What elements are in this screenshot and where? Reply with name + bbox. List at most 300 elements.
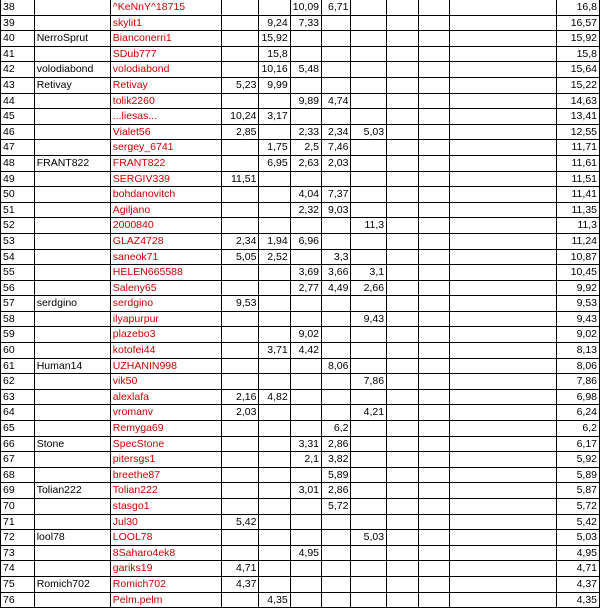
score-cell: [290, 499, 321, 515]
score-cell: 6,2: [322, 421, 351, 437]
score-cell: [450, 514, 557, 530]
score-cell: 9,99: [259, 77, 290, 93]
score-cell: 2,16: [222, 389, 259, 405]
player-name-cell: alexlafa: [110, 389, 221, 405]
table-row: [1, 31, 600, 47]
total-cell: 11,3: [556, 218, 599, 234]
rank-cell: 72: [1, 530, 35, 546]
score-cell: 1,75: [259, 140, 290, 156]
team-cell: [34, 374, 110, 390]
score-cell: [222, 0, 259, 15]
score-cell: [450, 561, 557, 577]
team-cell: serdgino: [34, 296, 110, 312]
score-cell: [259, 499, 290, 515]
team-cell: Romich702: [34, 576, 110, 592]
score-cell: [290, 389, 321, 405]
score-cell: [450, 452, 557, 468]
score-cell: [322, 296, 351, 312]
score-cell: [387, 46, 418, 62]
player-name-cell: Vialet56: [110, 124, 221, 140]
score-cell: [418, 296, 449, 312]
rank-cell: 65: [1, 421, 35, 437]
player-name-cell: 2000840: [110, 218, 221, 234]
player-name-cell: plazebo3: [110, 327, 221, 343]
score-cell: [290, 467, 321, 483]
score-cell: [450, 46, 557, 62]
team-cell: [34, 561, 110, 577]
score-cell: 4,95: [290, 545, 321, 561]
table-row: [1, 233, 600, 249]
score-cell: [222, 202, 259, 218]
score-cell: [222, 187, 259, 203]
score-cell: [418, 233, 449, 249]
table-row: [1, 249, 600, 265]
score-cell: [322, 530, 351, 546]
score-cell: [418, 15, 449, 31]
score-cell: [418, 171, 449, 187]
player-name-cell: LOOL78: [110, 530, 221, 546]
table-row: [1, 311, 600, 327]
total-cell: 10,87: [556, 249, 599, 265]
total-cell: 4,95: [556, 545, 599, 561]
score-cell: [450, 0, 557, 15]
score-cell: [351, 343, 387, 359]
score-cell: 9,53: [222, 296, 259, 312]
score-cell: 2,5: [290, 140, 321, 156]
score-cell: 2,77: [290, 280, 321, 296]
rank-cell: 56: [1, 280, 35, 296]
team-cell: Tolian222: [34, 483, 110, 499]
score-cell: 5,03: [351, 124, 387, 140]
player-name-cell: Pelm.pelm: [110, 592, 221, 608]
score-cell: 2,86: [322, 436, 351, 452]
score-cell: [351, 358, 387, 374]
total-cell: 6,17: [556, 436, 599, 452]
score-cell: [259, 421, 290, 437]
score-cell: [259, 436, 290, 452]
player-name-cell: 8Saharo4ek8: [110, 545, 221, 561]
score-cell: [222, 374, 259, 390]
score-cell: [222, 62, 259, 78]
score-cell: 9,02: [290, 327, 321, 343]
score-cell: [290, 31, 321, 47]
score-cell: 15,8: [259, 46, 290, 62]
score-cell: [450, 155, 557, 171]
score-cell: [387, 358, 418, 374]
team-cell: [34, 467, 110, 483]
score-cell: [450, 389, 557, 405]
score-cell: [450, 592, 557, 608]
score-cell: 10,24: [222, 109, 259, 125]
score-cell: [387, 77, 418, 93]
score-cell: 3,66: [322, 265, 351, 281]
score-cell: 7,37: [322, 187, 351, 203]
team-cell: [34, 140, 110, 156]
score-cell: [222, 421, 259, 437]
rank-cell: 55: [1, 265, 35, 281]
score-cell: 5,89: [322, 467, 351, 483]
score-cell: [387, 218, 418, 234]
score-cell: [387, 0, 418, 15]
score-cell: [418, 0, 449, 15]
total-cell: 11,51: [556, 171, 599, 187]
score-cell: [259, 124, 290, 140]
team-cell: NerroSprut: [34, 31, 110, 47]
score-cell: 4,42: [290, 343, 321, 359]
score-cell: [450, 233, 557, 249]
score-cell: 2,1: [290, 452, 321, 468]
player-name-cell: ^KeNnY^18715: [110, 0, 221, 15]
score-cell: 15,92: [259, 31, 290, 47]
score-cell: [450, 62, 557, 78]
score-cell: [351, 483, 387, 499]
total-cell: 6,98: [556, 389, 599, 405]
table-row: [1, 436, 600, 452]
score-cell: 1,94: [259, 233, 290, 249]
score-cell: [322, 171, 351, 187]
score-cell: [450, 530, 557, 546]
total-cell: 4,35: [556, 592, 599, 608]
player-name-cell: GLAZ4728: [110, 233, 221, 249]
team-cell: [34, 93, 110, 109]
score-cell: 3,3: [322, 249, 351, 265]
team-cell: [34, 452, 110, 468]
score-cell: [418, 592, 449, 608]
score-cell: [222, 15, 259, 31]
score-cell: 9,03: [322, 202, 351, 218]
score-cell: [351, 467, 387, 483]
score-cell: [418, 187, 449, 203]
score-cell: 3,31: [290, 436, 321, 452]
team-cell: [34, 343, 110, 359]
score-cell: 3,01: [290, 483, 321, 499]
rank-cell: 74: [1, 561, 35, 577]
score-cell: [387, 405, 418, 421]
score-cell: [322, 327, 351, 343]
score-cell: [351, 421, 387, 437]
score-cell: [322, 514, 351, 530]
total-cell: 9,02: [556, 327, 599, 343]
score-cell: 7,46: [322, 140, 351, 156]
player-name-cell: tolik2260: [110, 93, 221, 109]
score-cell: [351, 15, 387, 31]
table-row: [1, 374, 600, 390]
table-row: [1, 218, 600, 234]
score-cell: [387, 187, 418, 203]
score-cell: [259, 358, 290, 374]
rank-cell: 52: [1, 218, 35, 234]
score-cell: 5,42: [222, 514, 259, 530]
score-cell: [222, 155, 259, 171]
score-cell: [450, 249, 557, 265]
score-cell: [387, 311, 418, 327]
team-cell: [34, 514, 110, 530]
total-cell: 11,35: [556, 202, 599, 218]
score-cell: [222, 545, 259, 561]
score-cell: [450, 576, 557, 592]
score-cell: [450, 109, 557, 125]
table-row: [1, 171, 600, 187]
table-row: [1, 358, 600, 374]
score-cell: 4,21: [351, 405, 387, 421]
score-cell: [351, 62, 387, 78]
total-cell: 16,57: [556, 15, 599, 31]
score-cell: 2,32: [290, 202, 321, 218]
rank-cell: 39: [1, 15, 35, 31]
score-cell: [351, 436, 387, 452]
team-cell: Stone: [34, 436, 110, 452]
score-cell: [450, 202, 557, 218]
score-cell: [450, 187, 557, 203]
total-cell: 16,8: [556, 0, 599, 15]
score-cell: [418, 93, 449, 109]
score-cell: 3,71: [259, 343, 290, 359]
table-row: [1, 389, 600, 405]
score-cell: [222, 483, 259, 499]
rank-cell: 46: [1, 124, 35, 140]
score-cell: [322, 374, 351, 390]
score-cell: [387, 296, 418, 312]
score-cell: [351, 155, 387, 171]
score-cell: [259, 530, 290, 546]
score-cell: [259, 327, 290, 343]
score-cell: 4,37: [222, 576, 259, 592]
score-cell: [418, 483, 449, 499]
rank-cell: 60: [1, 343, 35, 359]
table-row: [1, 124, 600, 140]
score-cell: [290, 77, 321, 93]
score-cell: [322, 109, 351, 125]
score-cell: 2,03: [222, 405, 259, 421]
team-cell: volodiabond: [34, 62, 110, 78]
rank-cell: 44: [1, 93, 35, 109]
player-name-cell: SDub777: [110, 46, 221, 62]
player-name-cell: volodiabond: [110, 62, 221, 78]
score-cell: 4,82: [259, 389, 290, 405]
team-cell: [34, 46, 110, 62]
score-cell: 4,71: [222, 561, 259, 577]
total-cell: 9,92: [556, 280, 599, 296]
team-cell: [34, 109, 110, 125]
player-name-cell: ...liesas...: [110, 109, 221, 125]
player-name-cell: bohdanovitch: [110, 187, 221, 203]
score-cell: [322, 343, 351, 359]
table-row: [1, 327, 600, 343]
score-cell: [450, 421, 557, 437]
score-cell: 7,86: [351, 374, 387, 390]
score-cell: [222, 467, 259, 483]
score-cell: [322, 62, 351, 78]
score-cell: [418, 46, 449, 62]
score-cell: [222, 592, 259, 608]
score-cell: [387, 545, 418, 561]
score-cell: 3,82: [322, 452, 351, 468]
score-cell: 5,03: [351, 530, 387, 546]
score-cell: [387, 374, 418, 390]
rank-cell: 43: [1, 77, 35, 93]
score-cell: [351, 187, 387, 203]
score-cell: [450, 436, 557, 452]
score-cell: 9,24: [259, 15, 290, 31]
score-cell: [387, 124, 418, 140]
score-cell: 3,1: [351, 265, 387, 281]
score-cell: [418, 343, 449, 359]
score-cell: [259, 265, 290, 281]
score-cell: [418, 109, 449, 125]
score-cell: [322, 233, 351, 249]
table-row: [1, 0, 600, 15]
score-cell: [418, 405, 449, 421]
score-cell: [418, 311, 449, 327]
rank-cell: 71: [1, 514, 35, 530]
score-cell: 2,63: [290, 155, 321, 171]
score-cell: [290, 576, 321, 592]
score-cell: 11,51: [222, 171, 259, 187]
score-cell: [387, 202, 418, 218]
score-cell: [290, 218, 321, 234]
team-cell: FRANT822: [34, 155, 110, 171]
score-cell: [322, 576, 351, 592]
score-cell: [387, 561, 418, 577]
score-cell: [290, 405, 321, 421]
score-cell: 11,3: [351, 218, 387, 234]
total-cell: 15,92: [556, 31, 599, 47]
score-cell: [387, 31, 418, 47]
score-cell: [351, 452, 387, 468]
player-name-cell: Agiljano: [110, 202, 221, 218]
total-cell: 5,87: [556, 483, 599, 499]
score-cell: 10,09: [290, 0, 321, 15]
score-cell: [259, 187, 290, 203]
score-cell: [387, 109, 418, 125]
score-cell: [387, 467, 418, 483]
player-name-cell: pitersgs1: [110, 452, 221, 468]
score-cell: [290, 561, 321, 577]
total-cell: 5,92: [556, 452, 599, 468]
score-cell: [418, 155, 449, 171]
player-name-cell: UZHANIN998: [110, 358, 221, 374]
rank-cell: 64: [1, 405, 35, 421]
rank-cell: 70: [1, 499, 35, 515]
score-cell: [222, 265, 259, 281]
score-cell: [259, 452, 290, 468]
rank-cell: 73: [1, 545, 35, 561]
score-cell: 4,74: [322, 93, 351, 109]
score-cell: [387, 452, 418, 468]
score-cell: [387, 483, 418, 499]
rank-cell: 47: [1, 140, 35, 156]
score-cell: 2,85: [222, 124, 259, 140]
total-cell: 9,53: [556, 296, 599, 312]
score-cell: [351, 592, 387, 608]
score-cell: [418, 327, 449, 343]
rank-cell: 57: [1, 296, 35, 312]
score-cell: [259, 93, 290, 109]
score-cell: [322, 561, 351, 577]
score-cell: [222, 280, 259, 296]
score-cell: [387, 530, 418, 546]
score-cell: [418, 499, 449, 515]
score-cell: [450, 140, 557, 156]
score-cell: 3,69: [290, 265, 321, 281]
rank-cell: 54: [1, 249, 35, 265]
score-cell: [418, 374, 449, 390]
player-name-cell: saneok71: [110, 249, 221, 265]
total-cell: 5,03: [556, 530, 599, 546]
score-cell: [450, 171, 557, 187]
total-cell: 5,42: [556, 514, 599, 530]
score-cell: [259, 545, 290, 561]
score-cell: [387, 155, 418, 171]
player-name-cell: Bianconerri1: [110, 31, 221, 47]
table-row: [1, 46, 600, 62]
total-cell: 10,45: [556, 265, 599, 281]
score-cell: [322, 15, 351, 31]
player-name-cell: stasgo1: [110, 499, 221, 515]
score-cell: [450, 327, 557, 343]
team-cell: [34, 311, 110, 327]
score-cell: [450, 296, 557, 312]
score-cell: [387, 576, 418, 592]
total-cell: 4,37: [556, 576, 599, 592]
score-cell: [387, 171, 418, 187]
score-cell: [259, 202, 290, 218]
score-cell: [259, 514, 290, 530]
score-cell: [418, 358, 449, 374]
team-cell: [34, 124, 110, 140]
score-cell: [450, 93, 557, 109]
table-row: [1, 296, 600, 312]
score-cell: [351, 77, 387, 93]
table-row: [1, 343, 600, 359]
score-cell: [322, 389, 351, 405]
score-cell: [351, 233, 387, 249]
results-table-body: [1, 0, 600, 608]
score-cell: [290, 592, 321, 608]
table-row: [1, 452, 600, 468]
rank-cell: 76: [1, 592, 35, 608]
team-cell: [34, 592, 110, 608]
rank-cell: 40: [1, 31, 35, 47]
score-cell: [387, 140, 418, 156]
score-cell: [351, 296, 387, 312]
score-cell: 8,06: [322, 358, 351, 374]
score-cell: [351, 576, 387, 592]
score-cell: [290, 374, 321, 390]
score-cell: 2,86: [322, 483, 351, 499]
score-cell: [351, 327, 387, 343]
rank-cell: 51: [1, 202, 35, 218]
score-cell: [259, 0, 290, 15]
score-cell: [351, 249, 387, 265]
table-row: [1, 77, 600, 93]
player-name-cell: breethe87: [110, 467, 221, 483]
table-row: [1, 545, 600, 561]
table-row: [1, 140, 600, 156]
table-row: [1, 592, 600, 608]
score-cell: [290, 358, 321, 374]
score-cell: [450, 124, 557, 140]
total-cell: 6,24: [556, 405, 599, 421]
score-cell: [259, 374, 290, 390]
score-cell: 9,43: [351, 311, 387, 327]
score-cell: [450, 499, 557, 515]
score-cell: 7,33: [290, 15, 321, 31]
score-cell: [450, 358, 557, 374]
score-cell: [418, 389, 449, 405]
score-cell: [418, 31, 449, 47]
player-name-cell: Remyga69: [110, 421, 221, 437]
